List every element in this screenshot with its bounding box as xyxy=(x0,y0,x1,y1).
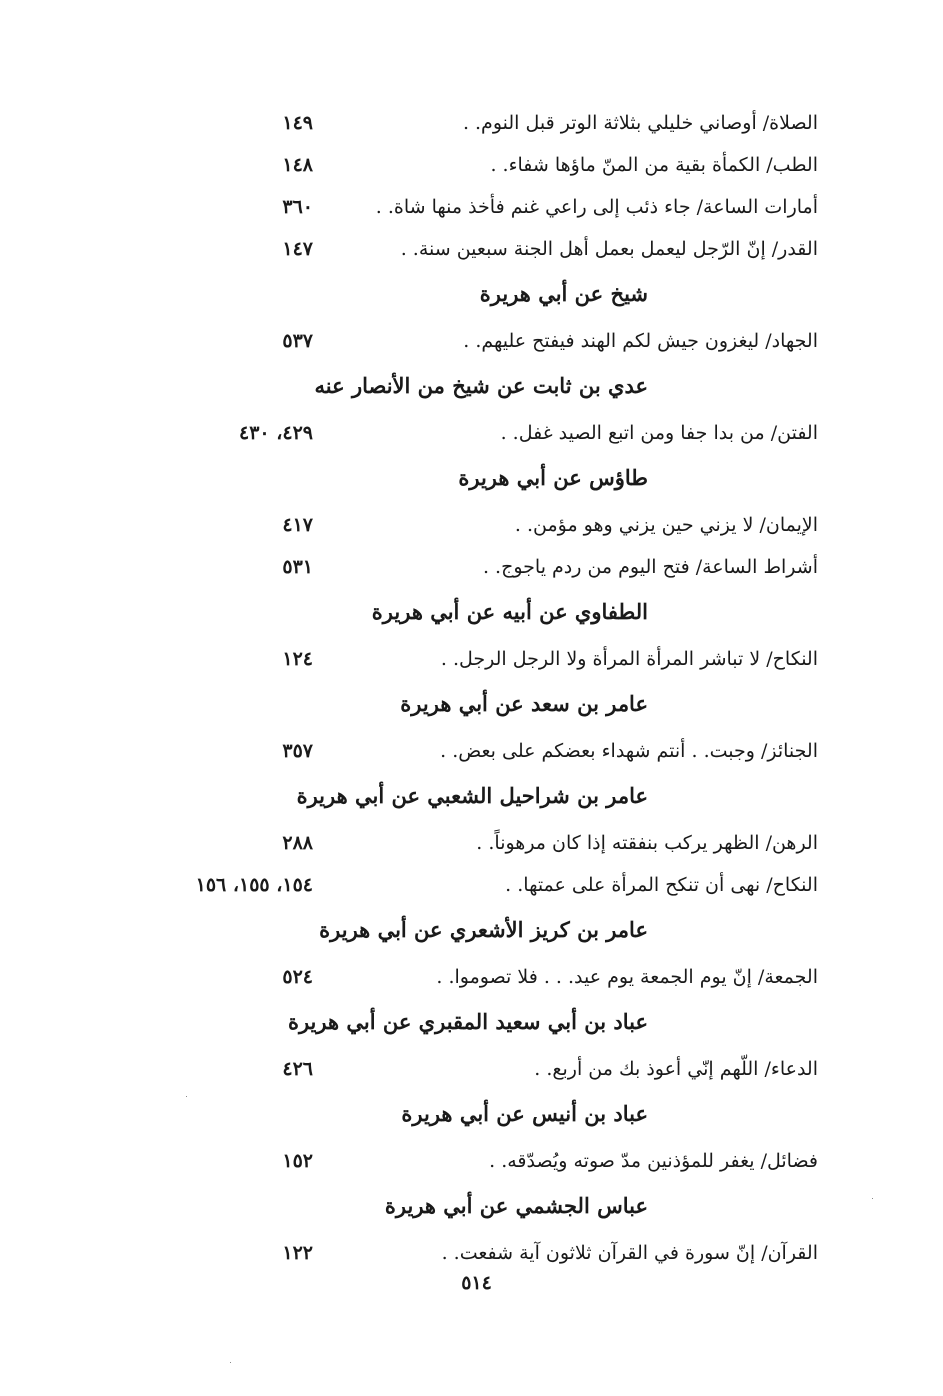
narrator-heading: عامر بن كريز الأشعري عن أبي هريرة xyxy=(319,917,648,942)
entry-page-refs: ٣٦٠ xyxy=(282,196,313,218)
index-entry xyxy=(98,864,818,906)
narrator-heading: عباس الجشمي عن أبي هريرة xyxy=(384,1193,648,1218)
index-content xyxy=(98,102,818,1274)
index-entry xyxy=(98,1140,818,1182)
index-entry xyxy=(98,546,818,588)
entry-text: القرآن/ إنّ سورة في القرآن ثلاثون آية شفعت. . xyxy=(441,1242,818,1264)
narrator-heading: عامر بن شراحيل الشعبي عن أبي هريرة xyxy=(296,783,648,808)
entry-text: القدر/ إنّ الرّجل ليعمل بعمل أهل الجنة سبعين سنة. . xyxy=(400,238,818,260)
index-entry xyxy=(98,144,818,186)
entry-text: النكاح/ نهى أن تنكح المرأة على عمتها. . xyxy=(505,874,818,896)
entry-text: الفتن/ من بدا جفا ومن اتبع الصيد غفل. . xyxy=(500,422,818,444)
entry-text: الإيمان/ لا يزني حين يزني وهو مؤمن. . xyxy=(514,514,818,536)
page-number: ٥١٤ xyxy=(461,1272,492,1294)
entry-page-refs: ٥٣١ xyxy=(282,556,313,578)
entry-text: فضائل/ يغفر للمؤذنين مدّ صوته ويُصدّقه. . xyxy=(489,1150,818,1172)
entry-page-refs: ٣٥٧ xyxy=(282,740,313,762)
entry-page-refs: ٤١٧ xyxy=(282,514,313,536)
index-entry xyxy=(98,320,818,362)
entry-page-refs: ٤٢٩، ٤٣٠ xyxy=(239,422,313,444)
narrator-heading: شيخ عن أبي هريرة xyxy=(479,281,648,306)
entry-page-refs: ١٤٩ xyxy=(282,112,313,134)
entry-page-refs: ١٤٧ xyxy=(282,238,313,260)
entry-page-refs: ١٤٨ xyxy=(282,154,313,176)
scan-speck xyxy=(186,1096,187,1097)
index-entry xyxy=(98,186,818,228)
entry-page-refs: ١٥٤، ١٥٥، ١٥٦ xyxy=(195,874,313,896)
index-entry xyxy=(98,102,818,144)
entry-page-refs: ٥٢٤ xyxy=(282,966,313,988)
index-entry xyxy=(98,412,818,454)
entry-text: أمارات الساعة/ جاء ذئب إلى راعي غنم فأخذ منها شاة. . xyxy=(375,196,818,218)
entry-page-refs: ١٢٤ xyxy=(282,648,313,670)
scan-speck xyxy=(230,1362,231,1363)
entry-text: الجنائز/ وجبت. . أنتم شهداء بعضكم على بعض. . xyxy=(440,740,818,762)
entry-text: الطب/ الكمأة بقية من المنّ ماؤها شفاء. . xyxy=(490,154,818,176)
index-entry xyxy=(98,730,818,772)
index-entry xyxy=(98,638,818,680)
narrator-heading: الطفاوي عن أبيه عن أبي هريرة xyxy=(371,599,648,624)
entry-text: النكاح/ لا تباشر المرأة المرأة ولا الرجل الرجل. . xyxy=(440,648,818,670)
index-entry xyxy=(98,1232,818,1274)
narrator-heading: عباد بن أنيس عن أبي هريرة xyxy=(401,1101,648,1126)
scan-speck xyxy=(872,1198,873,1199)
entry-page-refs: ٥٣٧ xyxy=(282,330,313,352)
entry-page-refs: ٤٢٦ xyxy=(282,1058,313,1080)
narrator-heading: عباد بن أبي سعيد المقبري عن أبي هريرة xyxy=(287,1009,648,1034)
index-entry xyxy=(98,504,818,546)
entry-page-refs: ٢٨٨ xyxy=(282,832,313,854)
index-entry xyxy=(98,228,818,270)
entry-text: الدعاء/ اللّهم إنّي أعوذ بك من أربع. . xyxy=(534,1058,818,1080)
entry-page-refs: ١٥٢ xyxy=(282,1150,313,1172)
narrator-heading: طاؤس عن أبي هريرة xyxy=(458,465,648,490)
entry-text: الجمعة/ إنّ يوم الجمعة يوم عيد. . . فلا تصوموا. . xyxy=(436,966,818,988)
entry-text: أشراط الساعة/ فتح اليوم من ردم ياجوج. . xyxy=(482,556,818,578)
entry-text: الجهاد/ ليغزون جيش لكم الهند فيفتح عليهم. . xyxy=(463,330,818,352)
narrator-heading: عدي بن ثابت عن شيخ من الأنصار عنه xyxy=(314,373,648,398)
entry-page-refs: ١٢٢ xyxy=(282,1242,313,1264)
entry-text: الصلاة/ أوصاني خليلي بثلاثة الوتر قبل النوم. . xyxy=(462,112,818,134)
index-entry xyxy=(98,822,818,864)
entry-text: الرهن/ الظهر يركب بنفقته إذا كان مرهوناً. . xyxy=(476,832,818,854)
narrator-heading: عامر بن سعد عن أبي هريرة xyxy=(400,691,648,716)
index-entry xyxy=(98,956,818,998)
index-entry xyxy=(98,1048,818,1090)
